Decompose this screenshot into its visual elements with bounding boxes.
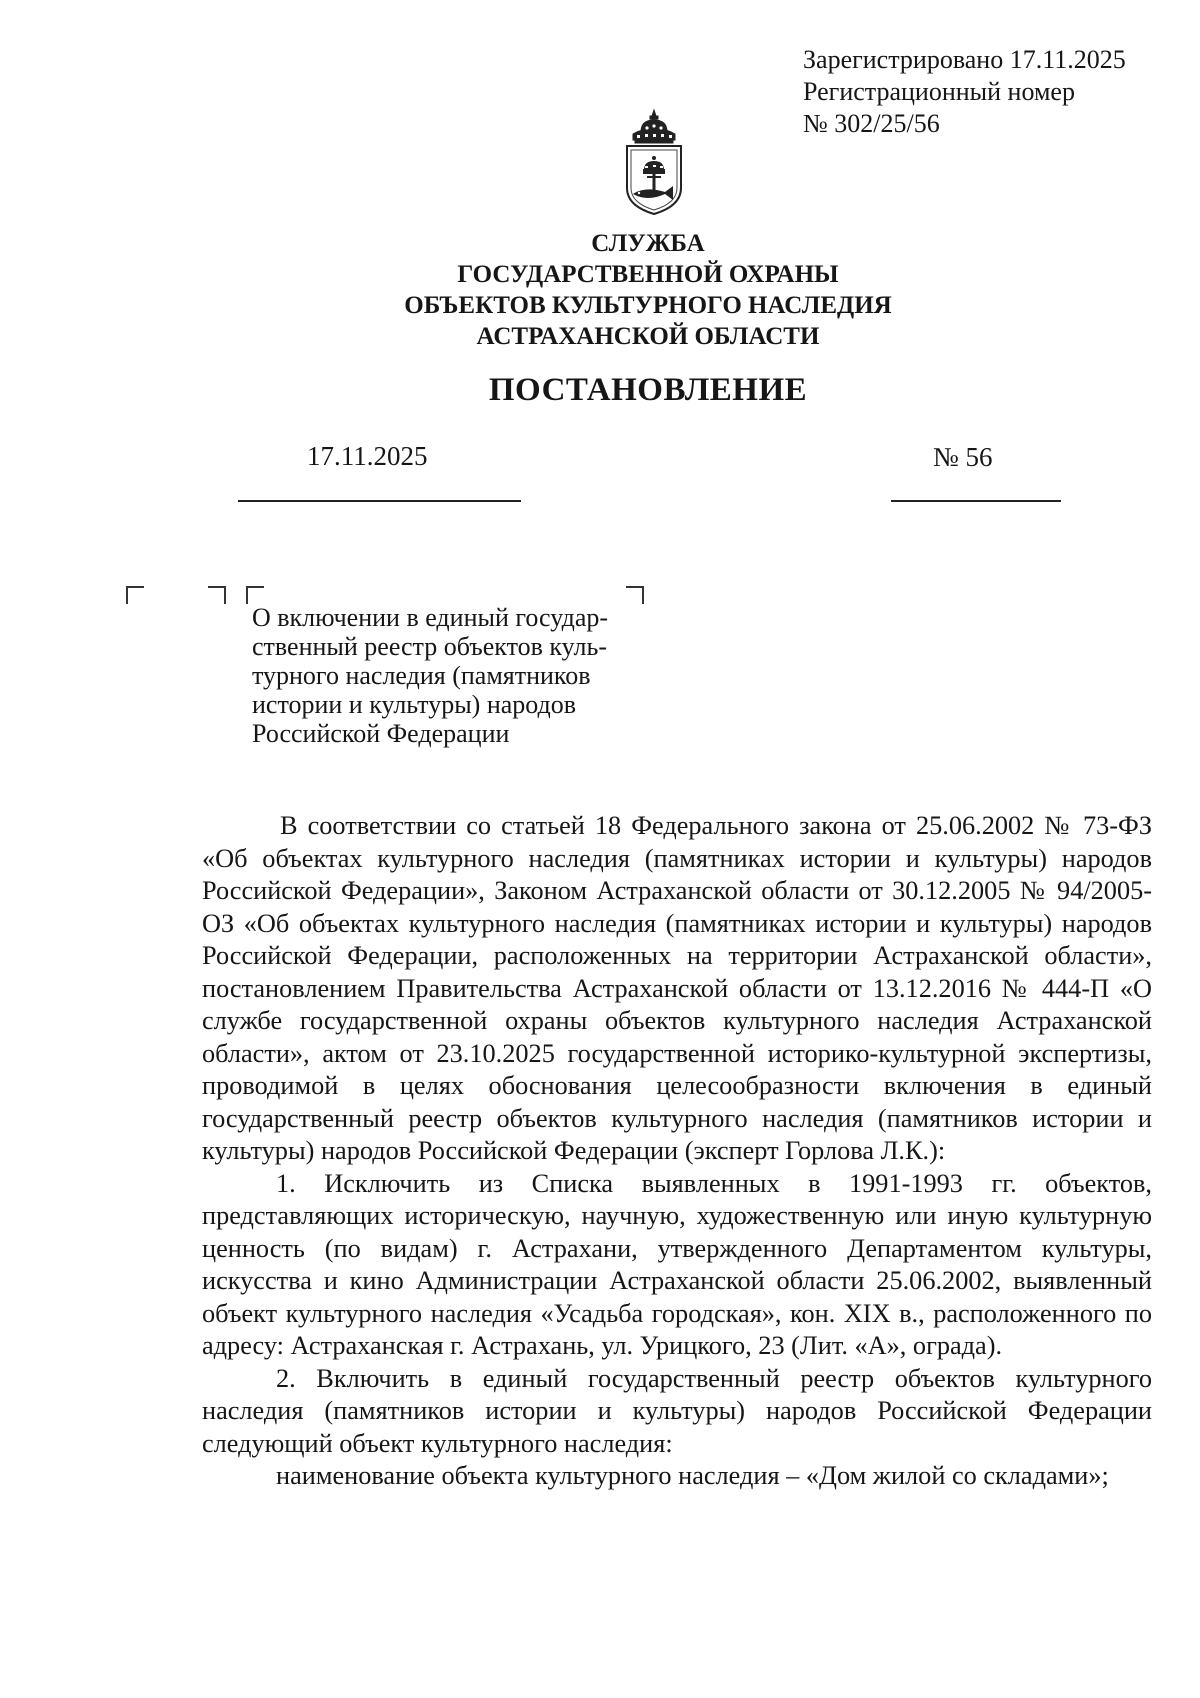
agency-line: СЛУЖБА [591, 230, 705, 257]
bracket-corner [246, 586, 264, 604]
document-type [0, 372, 1200, 409]
date-underline [238, 500, 521, 502]
registration-number: № 302/25/56 [803, 109, 940, 138]
document-subject [252, 603, 652, 748]
agency-line: ГОСУДАРСТВЕННОЙ ОХРАНЫ [457, 261, 839, 288]
number-underline [891, 500, 1061, 502]
registration-number-label: Регистрационный номер [803, 77, 1075, 106]
document-type-title: ПОСТАНОВЛЕНИЕ [488, 372, 808, 408]
document-body [202, 810, 1152, 1493]
document-date: 17.11.2025 [307, 441, 428, 471]
subject-line: Российской Федерации [252, 719, 510, 748]
item-2-object-name: наименование объекта культурного наследия – «Дом жилой со складами»; [276, 1461, 1109, 1490]
item-1-paragraph: 1. Исключить из Списка выявленных в 1991-1993 гг. объектов, представляющих историческую, научную, художественную или иную культурную ценность (по видам) г. Астрахани, утвержденного Департаментом культуры, искусства и кино Администрации Астраханской области 25.06.2002, выявленный объект культурного наследия «Усадьба городская», кон. XIX в., расположенного по адресу: Астраханская г. Астрахань, ул. Урицкого, 23 (Лит. «А», ограда). [202, 1168, 1152, 1360]
preamble-paragraph: В соответствии со статьей 18 Федерального закона от 25.06.2002 № 73-ФЗ «Об объектах культурного наследия (памятниках истории и культуры) народов Российской Федерации», Законом Астраханской области от 30.12.2005 № 94/2005-ОЗ «Об объектах культурного наследия (памятниках истории и культуры) народов Российской Федерации, расположенных на территории Астраханской области», постановлением Правительства Астраханской области от 13.12.2016 № 444-П «О службе государственной охраны объектов культурного наследия Астраханской области», актом от 23.10.2025 государственной историко-культурной экспертизы, проводимой в целях обоснования целесообразности включения в единый государственный реестр объектов культурного наследия (памятников истории и культуры) народов Российской Федерации (эксперт Горлова Л.К.): [202, 811, 1152, 1165]
item-2-paragraph: 2. Включить в единый государственный реестр объектов культурного наследия (памятников истории и культуры) народов Российской Федерации следующий объект культурного наследия: [202, 1363, 1152, 1458]
issuing-agency [0, 228, 1200, 352]
subject-line: истории и культуры) народов [252, 690, 577, 719]
bracket-corner [208, 586, 226, 604]
subject-line: О включении в единый государ- [252, 603, 609, 632]
registration-stamp [803, 44, 1126, 140]
document-number: № 56 [933, 442, 993, 472]
agency-line: АСТРАХАНСКОЙ ОБЛАСТИ [476, 323, 820, 350]
subject-line: ственный реестр объектов куль- [252, 632, 607, 661]
bracket-corner [626, 586, 644, 604]
registration-line: Зарегистрировано 17.11.2025 [803, 45, 1126, 74]
subject-line: турного наследия (памятников [252, 661, 591, 690]
coat-of-arms-icon [619, 108, 689, 220]
agency-line: ОБЪЕКТОВ КУЛЬТУРНОГО НАСЛЕДИЯ [404, 292, 892, 319]
bracket-corner [126, 586, 144, 604]
